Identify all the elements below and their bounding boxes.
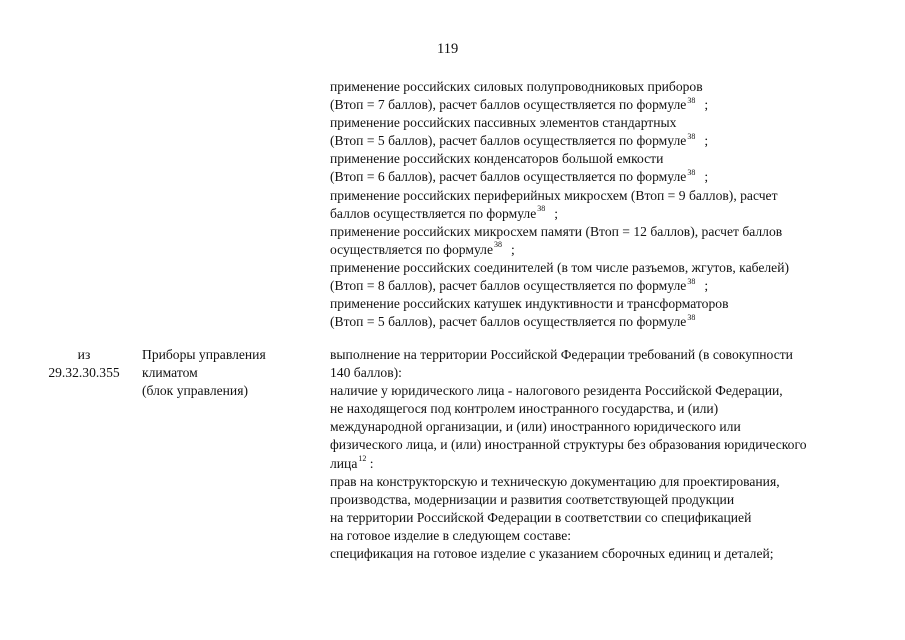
product-name-cell	[142, 346, 312, 400]
requirement-line: применение российских конденсаторов большой емкости	[330, 151, 664, 167]
requirement-line: применение российских пассивных элементов стандартных	[330, 115, 677, 131]
footnote-ref: 38	[687, 312, 696, 322]
requirement-line: (Втоп = 5 баллов), расчет баллов осуществляется по формуле$^{38}$ ;	[330, 131, 709, 149]
requirement-line: не находящегося под контролем иностранного государства, и (или)	[330, 401, 719, 417]
requirement-line: применение российских микросхем памяти (Втоп = 12 баллов), расчет баллов	[330, 223, 783, 239]
requirements-cell	[330, 346, 890, 563]
footnote-ref: 38	[494, 240, 502, 250]
code-prefix: из	[77, 347, 91, 362]
requirement-line: (Втоп = 5 баллов), расчет баллов осуществляется по формуле$^{38}$	[330, 312, 696, 330]
product-code: 29.32.30.355	[48, 365, 120, 381]
footnote-ref: 12	[358, 454, 367, 464]
requirement-line: лица$^{12}$ :	[330, 454, 374, 471]
requirement-line: применение российских силовых полупроводниковых приборов	[330, 79, 703, 94]
requirement-line: осуществляется по формуле$^{38}$ ;	[330, 240, 515, 257]
requirement-line: 140 баллов):	[330, 365, 402, 381]
requirement-line: баллов осуществляется по формуле$^{38}$ ;	[330, 204, 559, 221]
requirement-line: на территории Российской Федерации в соответствии со спецификацией	[330, 509, 752, 525]
requirement-line: выполнение на территории Российской Федерации требований (в совокупности	[330, 347, 793, 362]
product-name-line: Приборы управления	[142, 347, 266, 362]
footnote-ref: 38	[687, 95, 696, 105]
requirement-line: прав на конструкторскую и техническую документацию для проектирования,	[330, 473, 780, 489]
requirement-line: на готовое изделие в следующем составе:	[330, 527, 572, 543]
requirement-line: применение российских катушек индуктивности и трансформаторов	[330, 296, 729, 312]
requirement-line: наличие у юридического лица - налогового резидента Российской Федерации,	[330, 383, 783, 399]
requirement-line: (Втоп = 6 баллов), расчет баллов осуществляется по формуле$^{38}$ ;	[330, 167, 709, 185]
requirement-line: применение российских периферийных микросхем (Втоп = 9 баллов), расчет	[330, 187, 778, 203]
footnote-ref: 38	[537, 204, 546, 214]
requirement-line: производства, модернизации и развития соответствующей продукции	[330, 491, 735, 507]
footnote-ref: 38	[687, 167, 696, 177]
requirement-line: (Втоп = 7 баллов), расчет баллов осуществляется по формуле$^{38}$ ;	[330, 95, 709, 113]
requirement-line: (Втоп = 8 баллов), расчет баллов осуществляется по формуле$^{38}$ ;	[330, 276, 709, 294]
requirements-continuation	[330, 78, 890, 331]
requirement-line: физического лица, и (или) иностранной структуры без образования юридического	[330, 437, 807, 453]
product-name-line: (блок управления)	[142, 383, 248, 399]
page-number: 119	[437, 41, 459, 57]
product-code-cell	[30, 346, 138, 382]
requirement-line: спецификация на готовое изделие с указанием сборочных единиц и деталей;	[330, 546, 774, 562]
product-name-line: климатом	[142, 365, 198, 381]
requirement-line: применение российских соединителей (в том числе разъемов, жгутов, кабелей)	[330, 259, 789, 275]
footnote-ref: 38	[687, 276, 696, 286]
footnote-ref: 38	[687, 131, 696, 141]
requirement-line: международной организации, и (или) иностранного юридического или	[330, 419, 741, 435]
